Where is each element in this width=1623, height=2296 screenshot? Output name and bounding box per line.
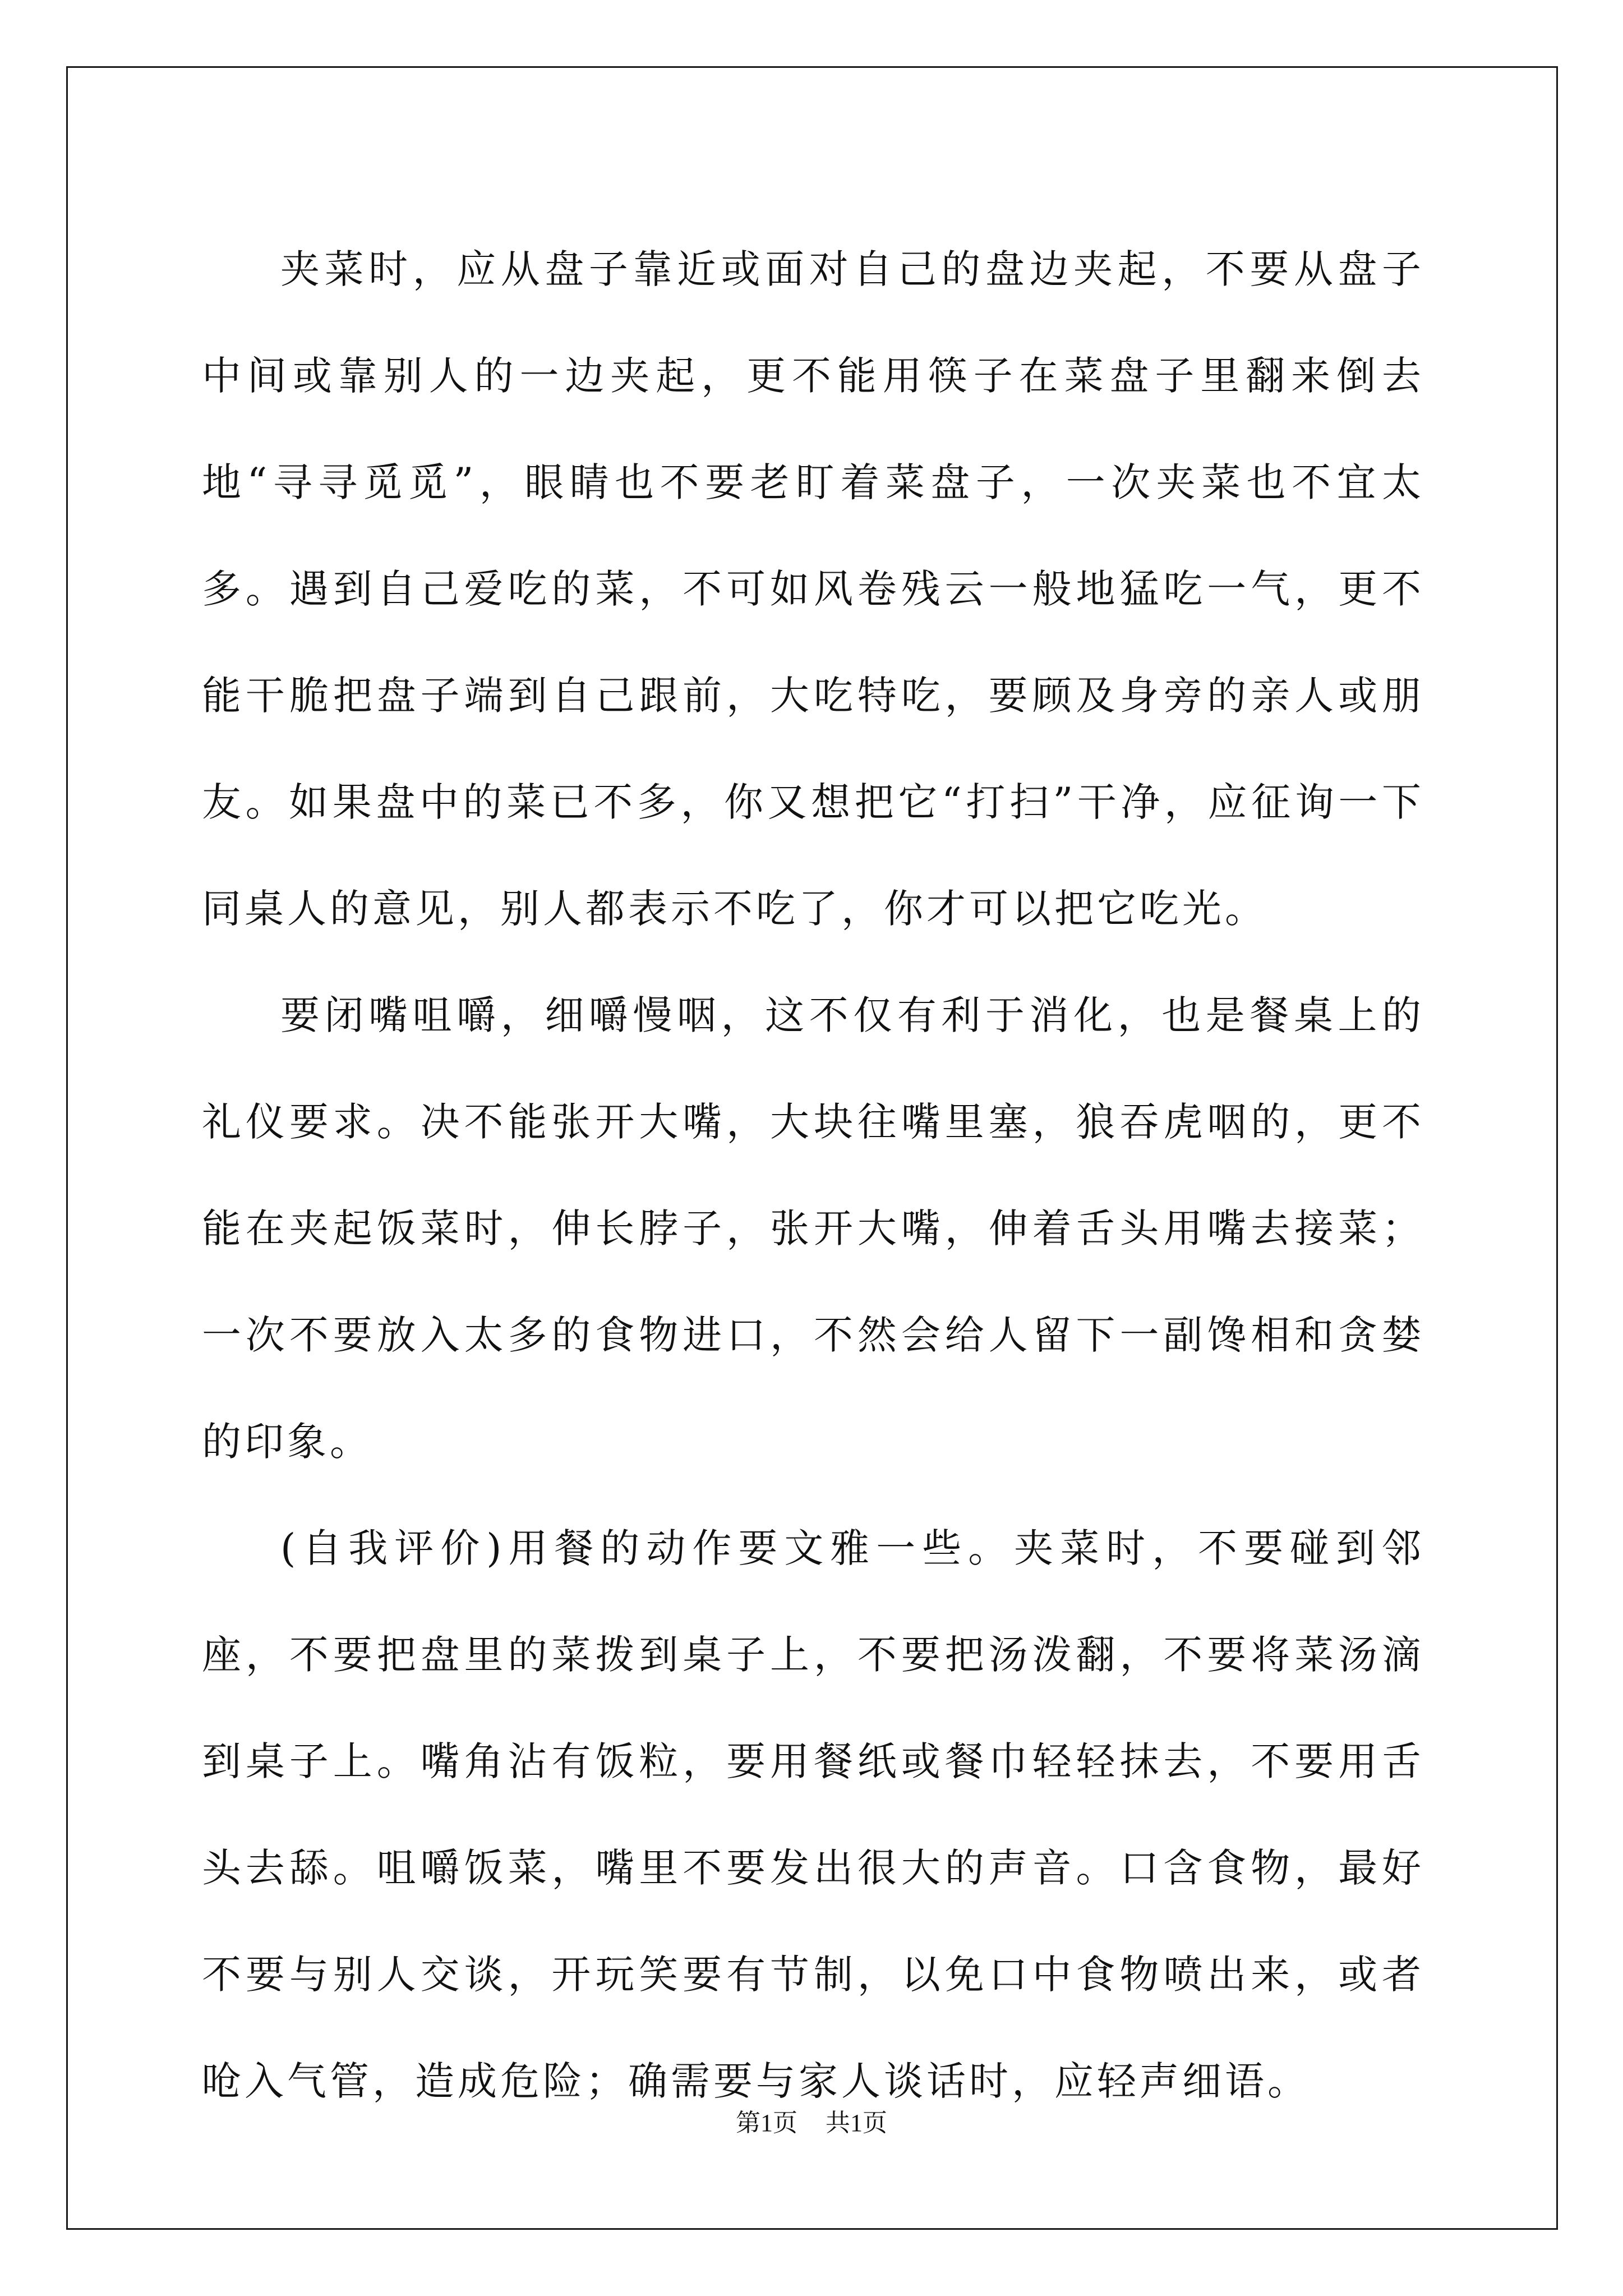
paragraph-2: 要闭嘴咀嚼，细嚼慢咽，这不仅有利于消化，也是餐桌上的礼仪要求。决不能张开大嘴，大块往嘴里塞，狼吞虎咽的，更不能在夹起饭菜时，伸长脖子，张开大嘴，伸着舌头用嘴去接菜；一次不要放入太多的食物进口，不然会给人留下一副馋相和贪婪的印象。 <box>202 992 1424 1465</box>
page-number: 第1页 <box>736 2109 797 2137</box>
page-footer <box>0 2106 1623 2140</box>
paragraph-3: (自我评价)用餐的动作要文雅一些。夹菜时，不要碰到邻座，不要把盘里的菜拨到桌子上，不要把汤泼翻，不要将菜汤滴到桌子上。嘴角沾有饭粒，要用餐纸或餐巾轻轻抹去，不要用舌头去舔。咀嚼饭菜，嘴里不要发出很大的声音。口含食物，最好不要与别人交谈，开玩笑要有节制，以免口中食物喷出来，或者呛入气管，造成危险；确需要与家人谈话时，应轻声细语。 <box>202 1525 1424 2104</box>
document-body <box>202 216 1424 2134</box>
paragraph-1: 夹菜时，应从盘子靠近或面对自己的盘边夹起，不要从盘子中间或靠别人的一边夹起，更不能用筷子在菜盘子里翻来倒去地“寻寻觅觅”，眼睛也不要老盯着菜盘子，一次夹菜也不宜太多。遇到自己爱吃的菜，不可如风卷残云一般地猛吃一气，更不能干脆把盘子端到自己跟前，大吃特吃，要顾及身旁的亲人或朋友。如果盘中的菜已不多，你又想把它“打扫”干净，应征询一下同桌人的意见，别人都表示不吃了，你才可以把它吃光。 <box>202 246 1424 932</box>
page-total: 共1页 <box>826 2109 887 2137</box>
